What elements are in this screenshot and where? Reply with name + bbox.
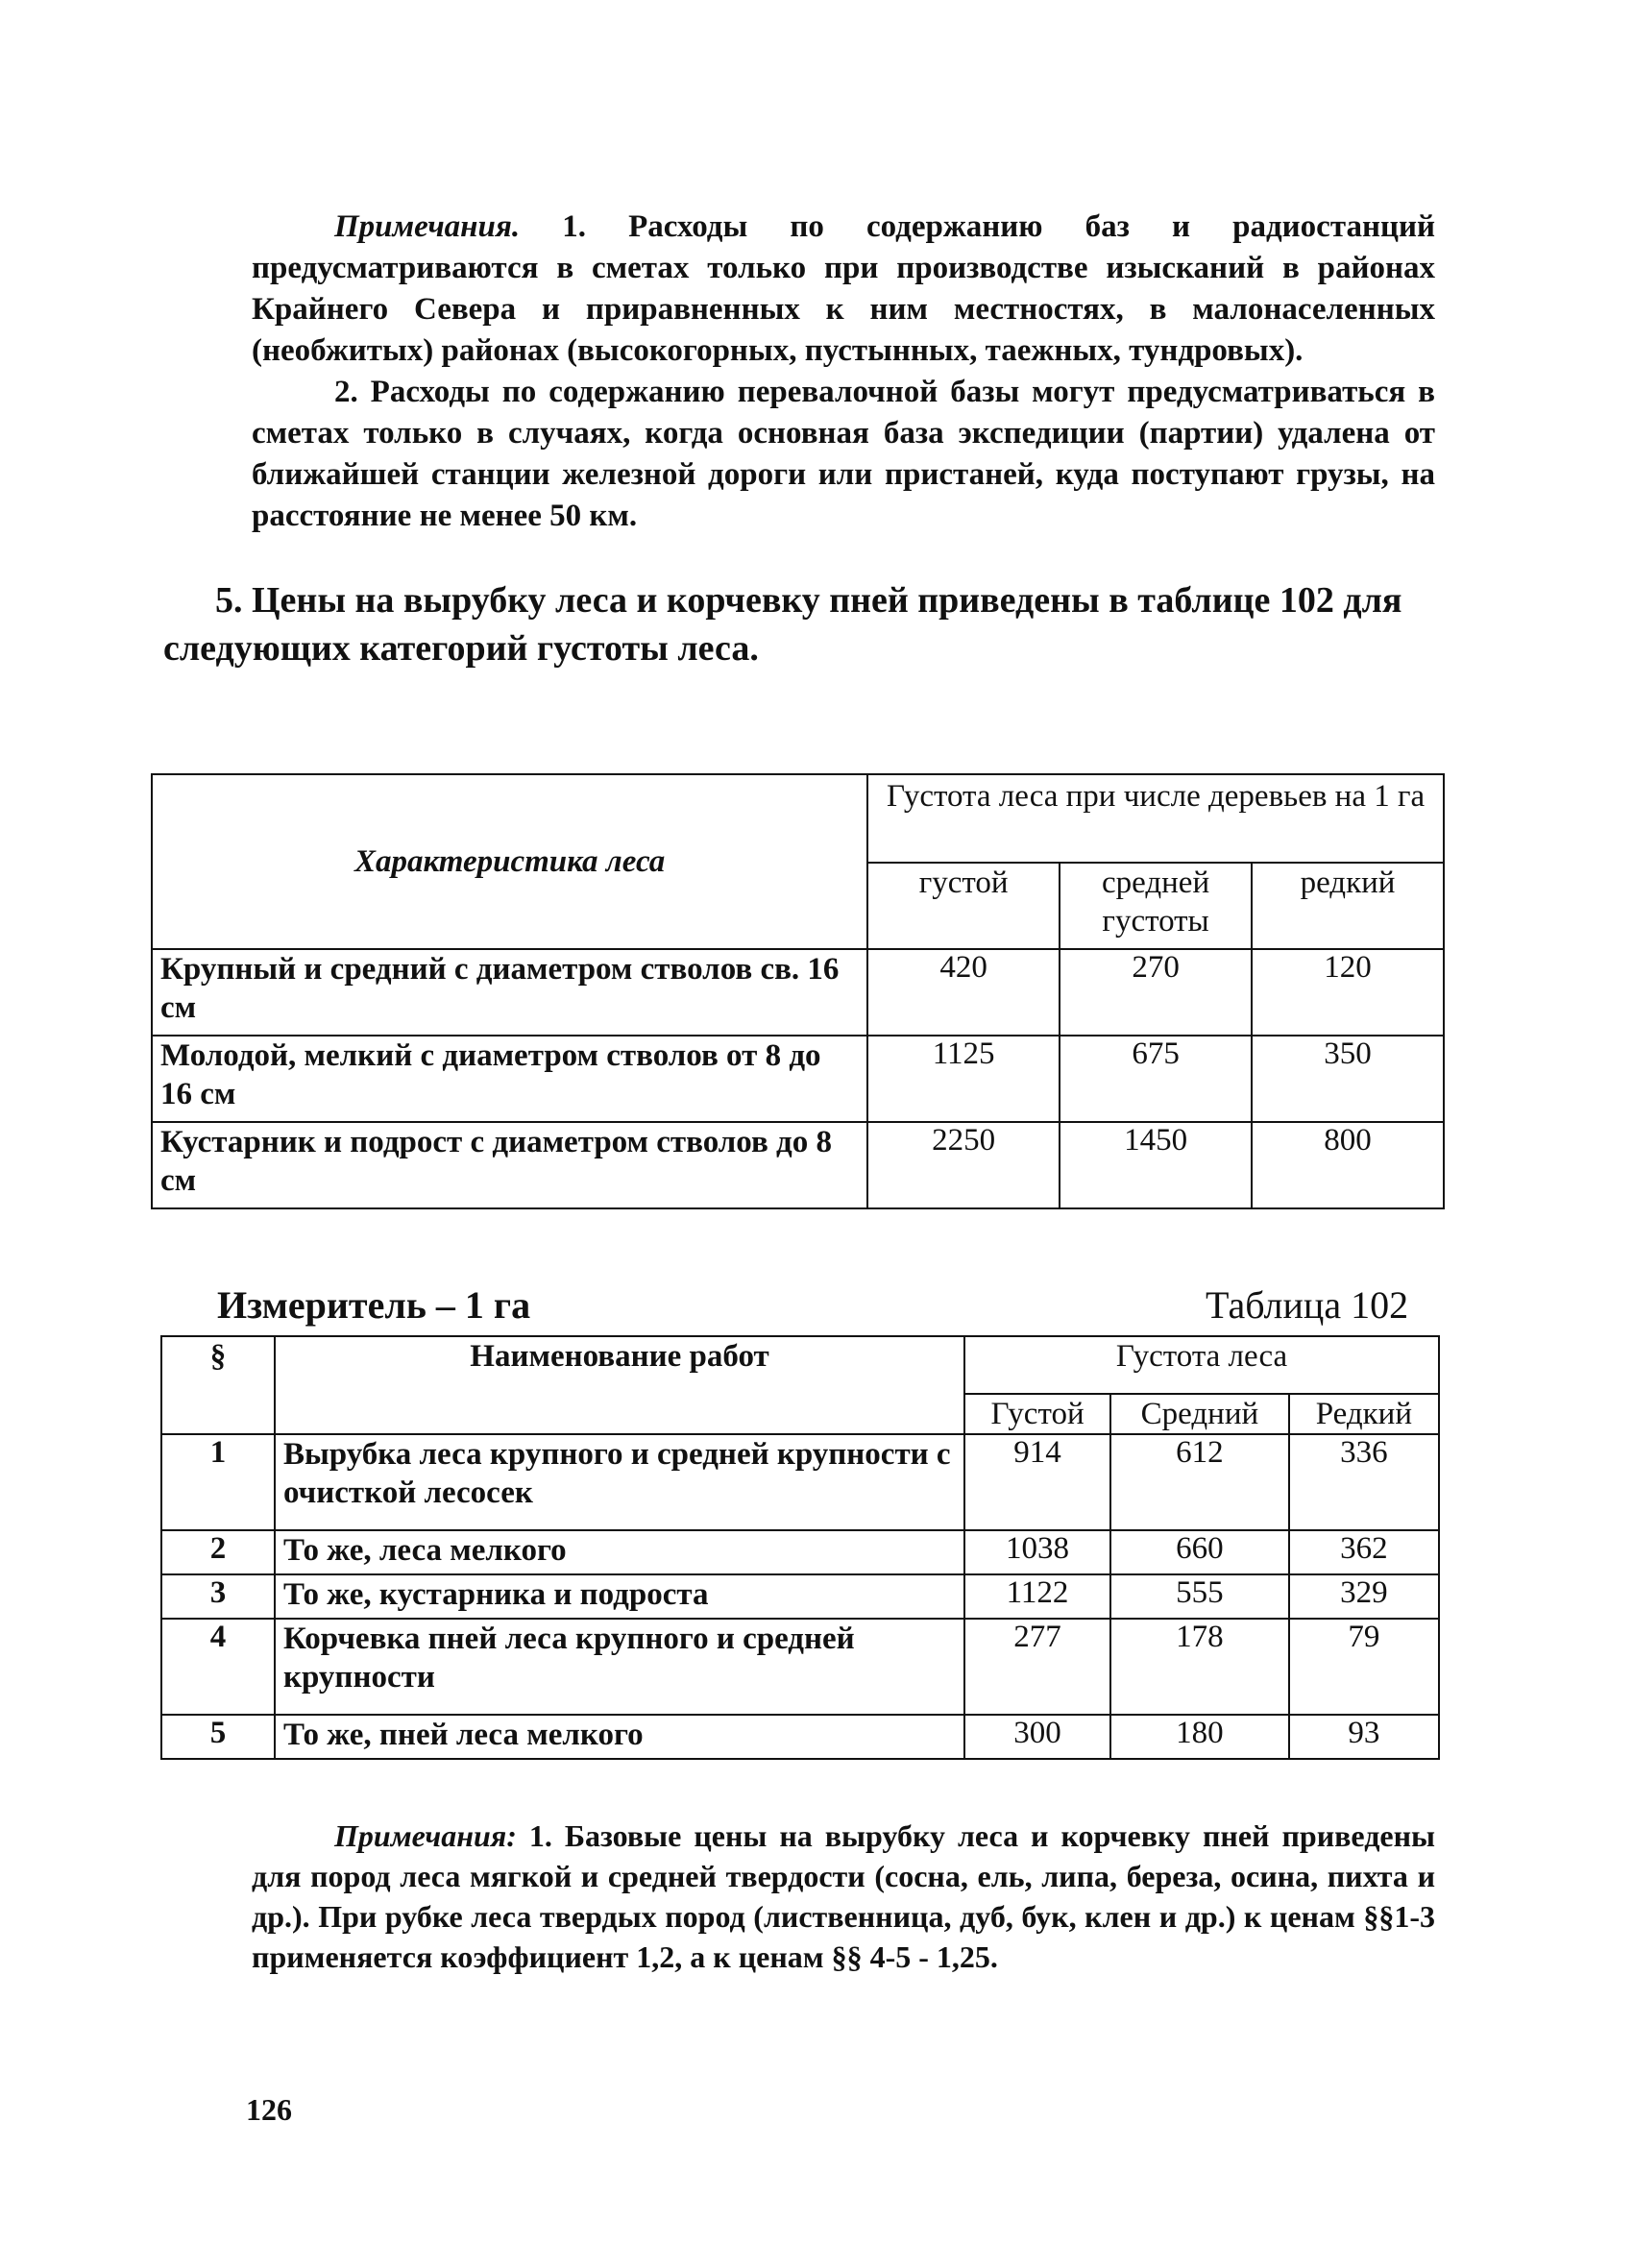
table-row: [161, 1530, 1439, 1574]
notes-bottom-label: Примечания:: [334, 1818, 517, 1853]
price-col-sparse: Редкий: [1289, 1394, 1439, 1434]
price-cell: 178: [1110, 1619, 1289, 1715]
intro-paragraph: [163, 576, 1435, 672]
density-row-desc: Крупный и средний с диаметром стволов св. 16 см: [152, 949, 867, 1036]
price-table: [160, 1335, 1440, 1760]
density-cell: 800: [1252, 1122, 1444, 1208]
notes-bottom-text: 1. Базовые цены на вырубку леса и корчевку пней приведены для пород леса мягкой и средней твердости (сосна, ель, липа, береза, осина, пихта и др.). При рубке леса твердых пород (лиственница, дуб, бук, клен и др.) к ценам §§1-3 применяется коэффициент 1,2, а к ценам §§ 4-5 - 1,25.: [252, 1818, 1436, 1974]
density-header-characteristic: Характеристика леса: [152, 774, 867, 949]
price-col-medium: Средний: [1110, 1394, 1289, 1434]
density-cell: 1450: [1060, 1122, 1252, 1208]
price-row-section: 5: [161, 1715, 275, 1759]
price-row-section: 4: [161, 1619, 275, 1715]
table-caption-number: Таблица 102: [1206, 1283, 1409, 1327]
price-cell: 93: [1289, 1715, 1439, 1759]
price-header-density: Густота леса: [964, 1336, 1439, 1394]
price-cell: 612: [1110, 1434, 1289, 1530]
price-header-section: §: [161, 1336, 275, 1434]
price-row-section: 1: [161, 1434, 275, 1530]
price-row-desc: То же, пней леса мелкого: [275, 1715, 964, 1759]
density-cell: 270: [1060, 949, 1252, 1036]
table-row: [161, 1715, 1439, 1759]
intro-text: 5. Цены на вырубку леса и корчевку пней приведены в таблице 102 для следующих категорий густоты леса.: [163, 580, 1402, 669]
density-table: [151, 773, 1445, 1209]
price-row-desc: Корчевка пней леса крупного и средней крупности: [275, 1619, 964, 1715]
density-cell: 2250: [867, 1122, 1060, 1208]
density-row-desc: Кустарник и подрост с диаметром стволов до 8 см: [152, 1122, 867, 1208]
density-cell: 350: [1252, 1036, 1444, 1122]
price-cell: 180: [1110, 1715, 1289, 1759]
price-row-desc: То же, леса мелкого: [275, 1530, 964, 1574]
density-cell: 675: [1060, 1036, 1252, 1122]
table-row: [161, 1434, 1439, 1530]
density-cell: 420: [867, 949, 1060, 1036]
price-col-dense: Густой: [964, 1394, 1110, 1434]
page-number: 126: [246, 2092, 292, 2127]
density-row-desc: Молодой, мелкий с диаметром стволов от 8 до 16 см: [152, 1036, 867, 1122]
price-cell: 1122: [964, 1574, 1110, 1619]
price-row-desc: Вырубка леса крупного и средней крупности с очисткой лесосек: [275, 1434, 964, 1530]
density-cell: 120: [1252, 949, 1444, 1036]
notes-bottom-paragraph: [252, 1816, 1435, 1977]
table-row: [152, 1036, 1444, 1122]
table-row: [161, 1574, 1439, 1619]
price-cell: 79: [1289, 1619, 1439, 1715]
price-cell: 277: [964, 1619, 1110, 1715]
table-row: [152, 949, 1444, 1036]
notes-top: [252, 207, 1435, 537]
density-col-sparse: редкий: [1252, 863, 1444, 949]
price-row-section: 2: [161, 1530, 275, 1574]
price-row-desc: То же, кустарника и подроста: [275, 1574, 964, 1619]
notes-top-label: Примечания.: [334, 209, 521, 244]
density-cell: 1125: [867, 1036, 1060, 1122]
notes-top-item-1: [252, 207, 1435, 372]
price-cell: 555: [1110, 1574, 1289, 1619]
density-col-dense: густой: [867, 863, 1060, 949]
table-row: [152, 1122, 1444, 1208]
density-col-medium: средней густоты: [1060, 863, 1252, 949]
price-cell: 914: [964, 1434, 1110, 1530]
table-caption-unit: Измеритель – 1 га: [217, 1283, 531, 1327]
density-header-density: Густота леса при числе деревьев на 1 га: [867, 774, 1444, 863]
notes-top-item-1-text: 1. Расходы по содержанию баз и радиостанций предусматриваются в сметах только при производстве изысканий в районах Крайнего Севера и приравненных к ним местностях, в малонаселенных (необжитых) районах (высокогорных, пустынных, таежных, тундровых).: [252, 209, 1435, 368]
table-row: [161, 1619, 1439, 1715]
price-cell: 362: [1289, 1530, 1439, 1574]
price-cell: 336: [1289, 1434, 1439, 1530]
price-cell: 1038: [964, 1530, 1110, 1574]
price-header-name: Наименование работ: [275, 1336, 964, 1434]
notes-bottom: [252, 1816, 1435, 1977]
notes-top-item-2: 2. Расходы по содержанию перевалочной базы могут предусматриваться в сметах только в случаях, когда основная база экспедиции (партии) удалена от ближайшей станции железной дороги или пристаней, куда поступают грузы, на расстояние не менее 50 км.: [252, 375, 1435, 533]
price-cell: 329: [1289, 1574, 1439, 1619]
price-cell: 300: [964, 1715, 1110, 1759]
price-row-section: 3: [161, 1574, 275, 1619]
price-cell: 660: [1110, 1530, 1289, 1574]
